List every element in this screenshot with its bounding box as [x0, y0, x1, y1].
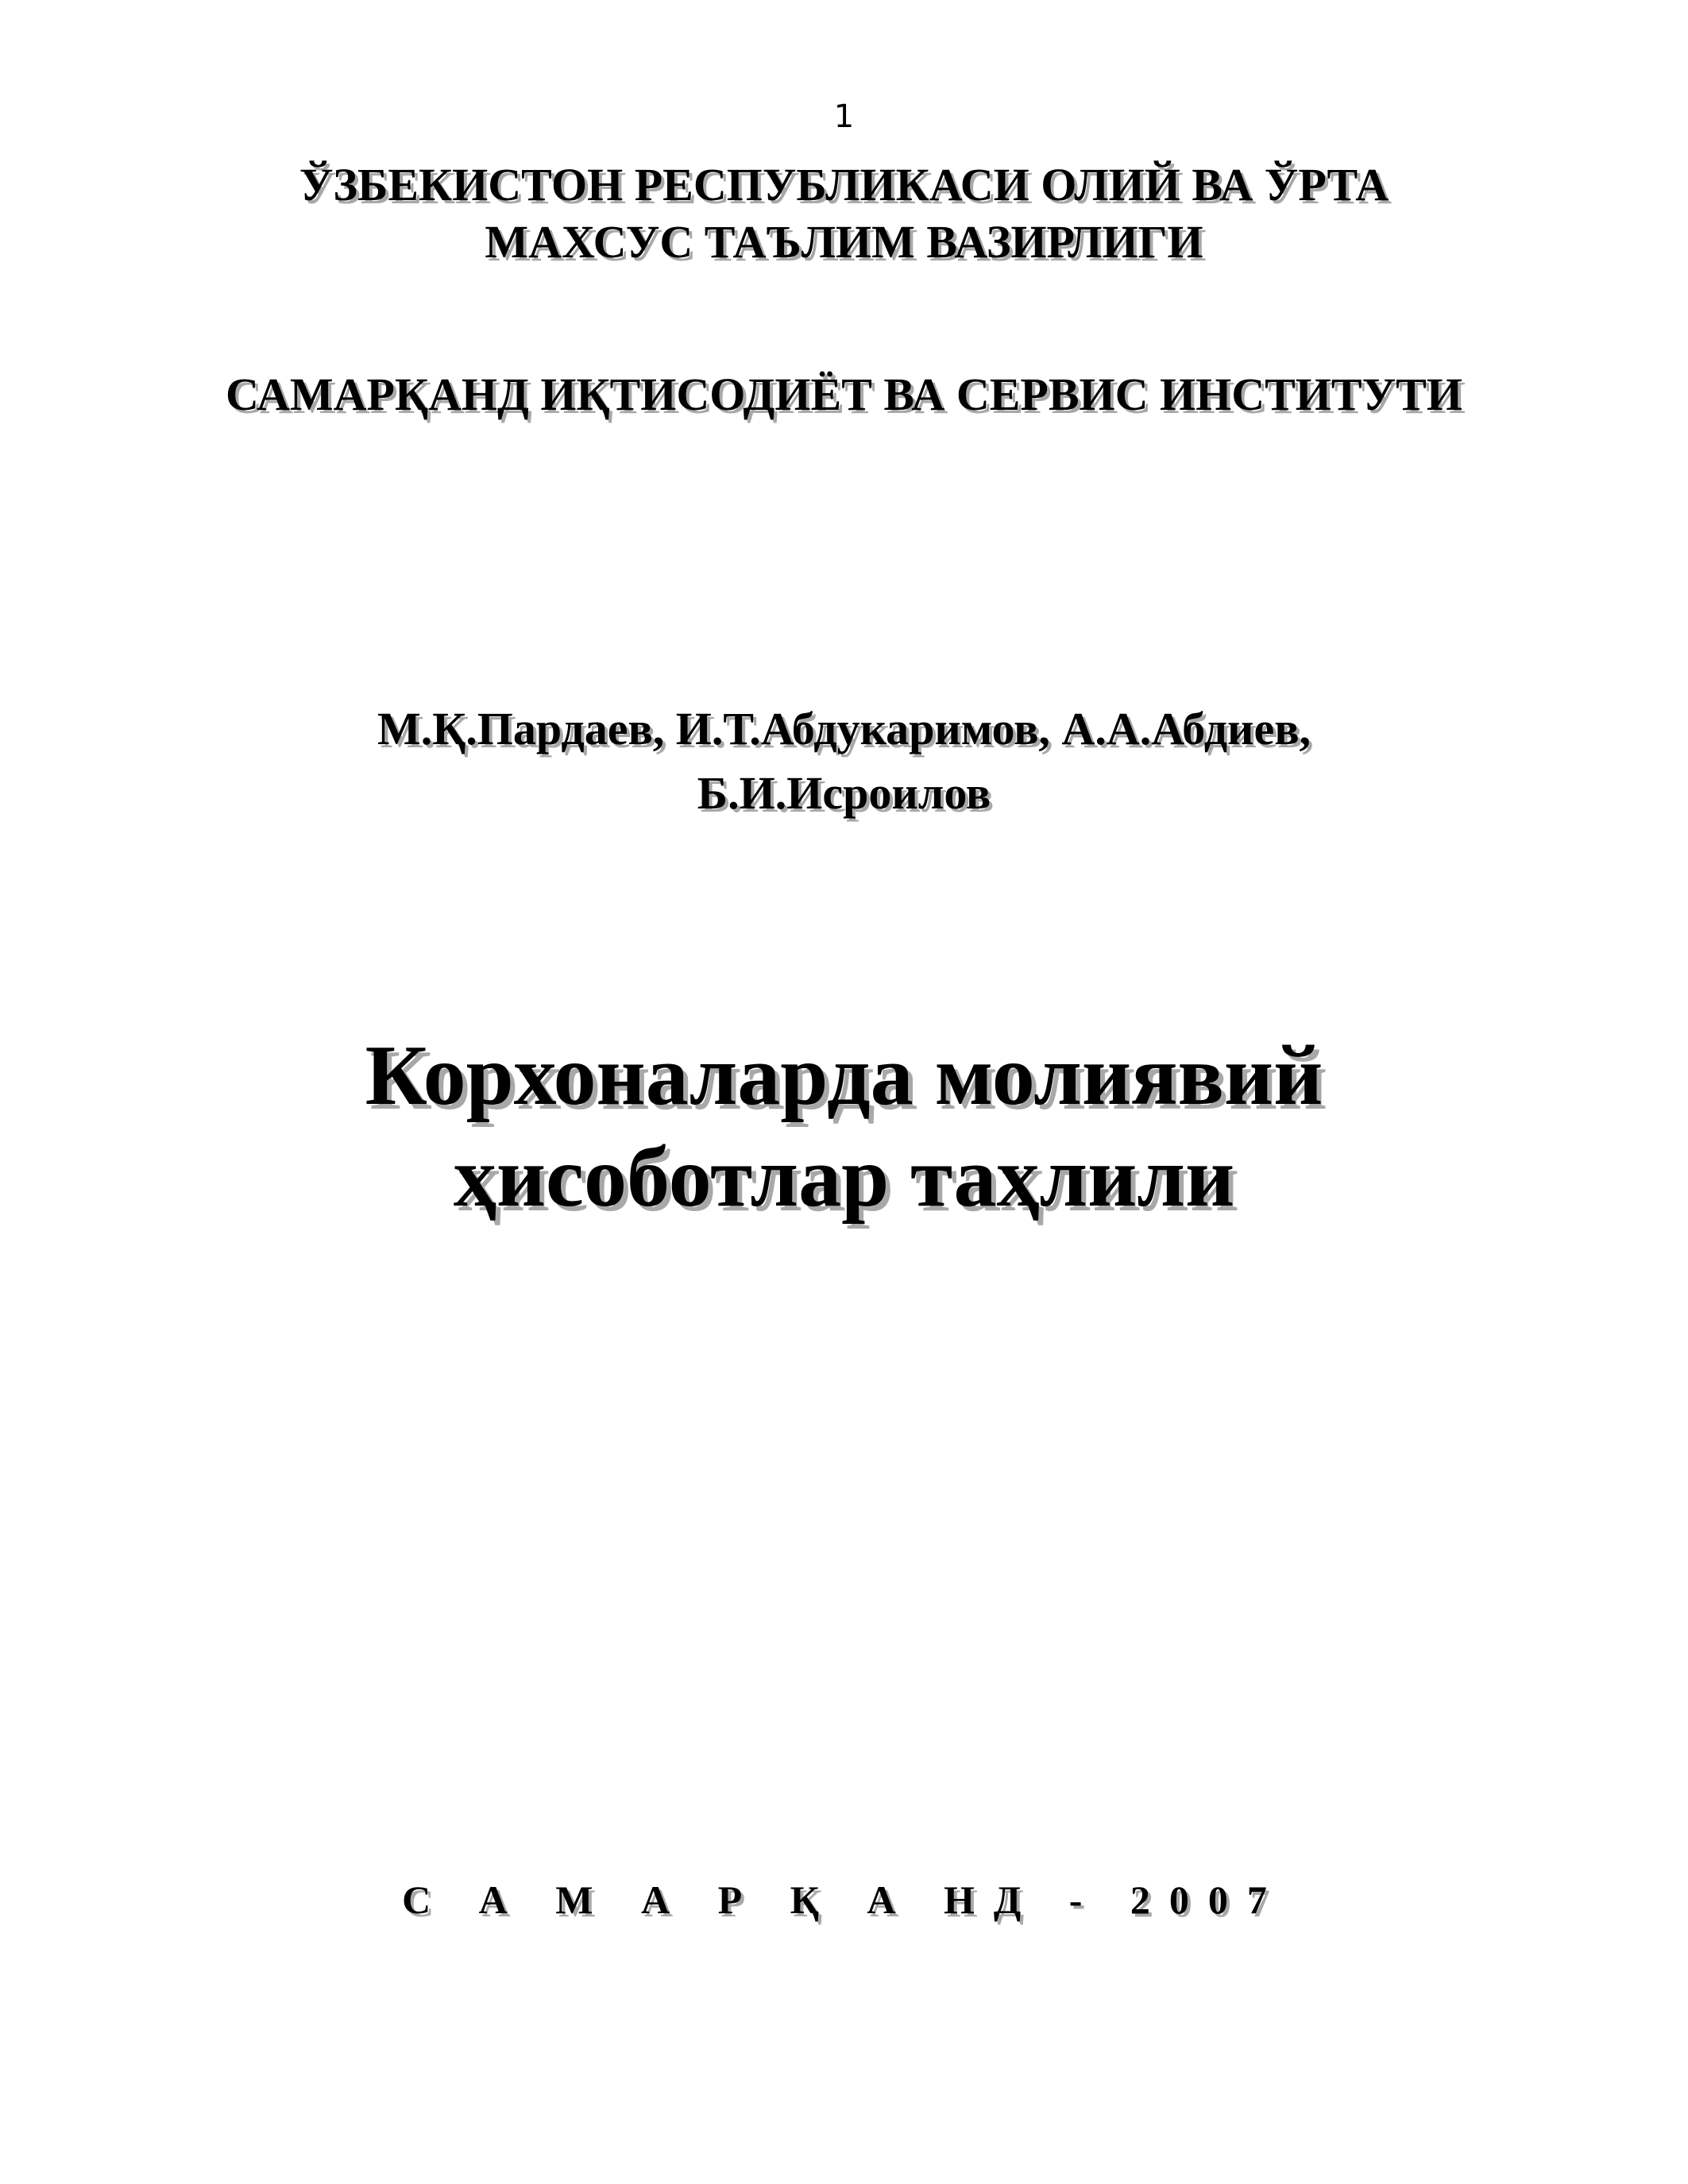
ministry-line-1: ЎЗБЕКИСТОН РЕСПУБЛИКАСИ ОЛИЙ ВА ЎРТА [299, 159, 1389, 210]
place-and-year: С А М А Р Қ А НД - 2007 [402, 1877, 1286, 1922]
authors-line-1: М.Қ.Пардаев, И.Т.Абдукаримов, А.А.Абдиев, [377, 703, 1311, 754]
ministry-line-2: МАХСУС ТАЪЛИМ ВАЗИРЛИГИ [485, 216, 1203, 268]
document-title-line-1: Корхоналарда молиявий [365, 1028, 1323, 1123]
authors-line-2: Б.И.Исроилов [697, 767, 991, 819]
page-number: 1 [833, 98, 855, 135]
document-title-line-2: ҳисоботлар таҳлили [453, 1130, 1235, 1225]
institute-name: САМАРҚАНД ИҚТИСОДИЁТ ВА СЕРВИС ИНСТИТУТИ [226, 369, 1462, 420]
